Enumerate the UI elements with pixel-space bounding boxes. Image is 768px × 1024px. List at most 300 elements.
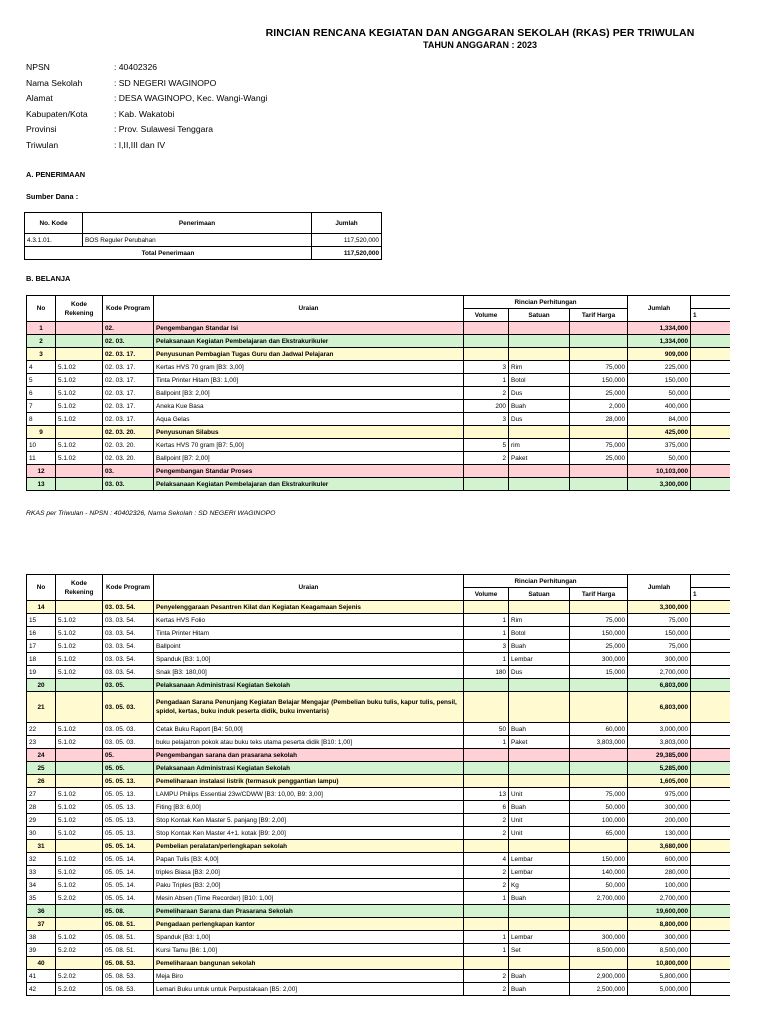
row-jumlah: 29,385,000 — [628, 749, 691, 762]
row-satuan — [509, 905, 570, 918]
table-row — [27, 918, 767, 931]
row-jumlah: 600,000 — [628, 853, 691, 866]
row-tarif — [570, 601, 628, 614]
row-satuan: Rim — [509, 614, 570, 627]
row-uraian: Spanduk [B3: 1,00] — [154, 931, 464, 944]
row-no: 4 — [27, 361, 56, 374]
table-row — [27, 387, 767, 400]
row-jumlah: 75,000 — [628, 614, 691, 627]
row-uraian: Pengembangan Standar Isi — [154, 322, 464, 335]
row-kode-rekening: 5.1.02 — [56, 723, 103, 736]
row-kode-program: 02. 03. — [103, 335, 154, 348]
row-kode-program: 02. 03. 20. — [103, 426, 154, 439]
row-tarif: 140,000 — [570, 866, 628, 879]
identity-value: : 40402326 — [114, 62, 158, 72]
row-uraian: Kertas HVS 70 gram [B3: 3,00] — [154, 361, 464, 374]
table-row — [27, 762, 767, 775]
row-tarif — [570, 478, 628, 491]
row-tarif — [570, 905, 628, 918]
row-no: 27 — [27, 788, 56, 801]
row-jumlah: 50,000 — [628, 387, 691, 400]
row-no: 13 — [27, 478, 56, 491]
row-jumlah: 975,000 — [628, 788, 691, 801]
belanja-table-page1 — [26, 295, 767, 491]
row-tarif: 65,000 — [570, 827, 628, 840]
row-jumlah: 300,000 — [628, 931, 691, 944]
row-tarif — [570, 426, 628, 439]
row-volume: 1 — [464, 614, 509, 627]
table-row — [27, 335, 767, 348]
row-satuan: Buah — [509, 970, 570, 983]
row-no: 16 — [27, 627, 56, 640]
table-row — [27, 640, 767, 653]
row-tarif: 75,000 — [570, 361, 628, 374]
row-kode-program: 02. 03. 17. — [103, 387, 154, 400]
row-satuan: Unit — [509, 827, 570, 840]
row-satuan: rim — [509, 439, 570, 452]
row-jumlah: 5,285,000 — [628, 762, 691, 775]
row-uraian: Penyusunan Pembagian Tugas Guru dan Jadwal Pelajaran — [154, 348, 464, 361]
header-uraian: Uraian — [154, 296, 464, 322]
row-tarif: 75,000 — [570, 614, 628, 627]
row-kode-rekening: 5.1.02 — [56, 853, 103, 866]
row-satuan: Botol — [509, 374, 570, 387]
row-no: 12 — [27, 465, 56, 478]
penerimaan-kode: 4.3.1.01. — [25, 234, 83, 247]
row-kode-program: 02. 03. 17. — [103, 348, 154, 361]
row-kode-rekening — [56, 465, 103, 478]
row-tarif: 25,000 — [570, 387, 628, 400]
row-kode-program: 05. 05. 14. — [103, 853, 154, 866]
row-no: 20 — [27, 679, 56, 692]
header-tarif: Tarif Harga — [570, 588, 628, 601]
row-uraian: Ballpoint [B7: 2,00] — [154, 452, 464, 465]
row-kode-program: 05. 05. 14. — [103, 879, 154, 892]
row-volume — [464, 840, 509, 853]
table-row — [27, 892, 767, 905]
page-footer: RKAS per Triwulan - NPSN : 40402326, Nama Sekolah : SD NEGERI WAGINOPO — [26, 510, 276, 517]
row-uraian: Mesin Absen (Time Recorder) [B10: 1,00] — [154, 892, 464, 905]
table-row — [27, 361, 767, 374]
row-uraian: Snak [B3: 180,00] — [154, 666, 464, 679]
row-kode-program: 03. 03. 54. — [103, 614, 154, 627]
belanja-table-page2 — [26, 574, 767, 996]
row-kode-rekening — [56, 840, 103, 853]
row-volume: 6 — [464, 801, 509, 814]
row-uraian: buku pelajatron pokok atau buku teks utama peserta didik [B10: 1,00] — [154, 736, 464, 749]
row-jumlah: 2,700,000 — [628, 892, 691, 905]
identity-row — [26, 122, 213, 136]
row-jumlah: 150,000 — [628, 627, 691, 640]
row-uraian: Paku Triples [B3: 2,00] — [154, 879, 464, 892]
row-no: 25 — [27, 762, 56, 775]
row-kode-rekening: 5.2.02 — [56, 944, 103, 957]
identity-row — [26, 91, 267, 105]
row-satuan — [509, 322, 570, 335]
row-jumlah: 5,000,000 — [628, 983, 691, 996]
identity-row — [26, 60, 157, 74]
row-tarif: 150,000 — [570, 374, 628, 387]
row-volume: 2 — [464, 827, 509, 840]
row-no: 41 — [27, 970, 56, 983]
row-tarif: 50,000 — [570, 879, 628, 892]
row-jumlah: 300,000 — [628, 653, 691, 666]
row-uraian: Penyelenggaraan Pesantren Kilat dan Kegiatan Keagamaan Sejenis — [154, 601, 464, 614]
row-no: 3 — [27, 348, 56, 361]
row-kode-rekening: 5.1.02 — [56, 361, 103, 374]
row-kode-rekening — [56, 957, 103, 970]
row-kode-rekening — [56, 335, 103, 348]
identity-label: NPSN — [26, 62, 50, 72]
row-satuan: Set — [509, 944, 570, 957]
row-no: 22 — [27, 723, 56, 736]
identity-value: : DESA WAGINOPO, Kec. Wangi-Wangi — [114, 93, 268, 104]
row-no: 37 — [27, 918, 56, 931]
row-volume: 50 — [464, 723, 509, 736]
row-kode-program: 03. 05. 03. — [103, 692, 154, 723]
row-no: 7 — [27, 400, 56, 413]
row-uraian: Meja Biro — [154, 970, 464, 983]
identity-row — [26, 107, 174, 121]
row-kode-program: 05. 08. 53. — [103, 970, 154, 983]
row-kode-rekening: 5.1.02 — [56, 627, 103, 640]
row-kode-program: 03. 03. 54. — [103, 666, 154, 679]
row-kode-program: 05. 08. 53. — [103, 957, 154, 970]
row-tarif — [570, 679, 628, 692]
row-jumlah: 3,803,000 — [628, 736, 691, 749]
row-no: 19 — [27, 666, 56, 679]
row-tarif — [570, 749, 628, 762]
row-tarif — [570, 957, 628, 970]
row-tarif — [570, 775, 628, 788]
row-kode-program: 03. — [103, 465, 154, 478]
row-jumlah: 10,103,000 — [628, 465, 691, 478]
row-no: 23 — [27, 736, 56, 749]
row-kode-rekening: 5.1.02 — [56, 387, 103, 400]
identity-value: : I,II,III dan IV — [114, 140, 166, 150]
row-tarif — [570, 762, 628, 775]
row-satuan: Lembar — [509, 853, 570, 866]
row-tarif: 300,000 — [570, 931, 628, 944]
row-volume: 5 — [464, 439, 509, 452]
row-kode-rekening — [56, 679, 103, 692]
penerimaan-jumlah: 117,520,000 — [312, 234, 382, 247]
row-jumlah: 5,800,000 — [628, 970, 691, 983]
table-row — [27, 749, 767, 762]
table-row — [27, 853, 767, 866]
row-volume: 2 — [464, 452, 509, 465]
row-no: 18 — [27, 653, 56, 666]
row-kode-program: 02. 03. 17. — [103, 413, 154, 426]
row-no: 28 — [27, 801, 56, 814]
header-satuan: Satuan — [509, 309, 570, 322]
identity-row — [26, 76, 216, 90]
row-kode-program: 05. 05. 13. — [103, 801, 154, 814]
row-volume — [464, 905, 509, 918]
row-kode-program: 05. 05. 14. — [103, 892, 154, 905]
row-satuan — [509, 762, 570, 775]
row-uraian: Penyusunan Silabus — [154, 426, 464, 439]
row-jumlah: 75,000 — [628, 640, 691, 653]
row-satuan — [509, 749, 570, 762]
identity-row — [26, 138, 165, 152]
identity-value: : Kab. Wakatobi — [114, 108, 175, 119]
row-no: 5 — [27, 374, 56, 387]
row-uraian: LAMPU Philips Essential 23w/CDWW [B3: 10,00, B9: 3,00] — [154, 788, 464, 801]
row-no: 30 — [27, 827, 56, 840]
row-satuan — [509, 348, 570, 361]
row-kode-program: 03. 05. 03. — [103, 723, 154, 736]
row-uraian: Pemeliharaan Sarana dan Prasarana Sekolah — [154, 905, 464, 918]
row-jumlah: 84,000 — [628, 413, 691, 426]
row-kode-rekening: 5.2.02 — [56, 892, 103, 905]
table-row — [27, 970, 767, 983]
row-no: 17 — [27, 640, 56, 653]
row-no: 36 — [27, 905, 56, 918]
row-no: 38 — [27, 931, 56, 944]
row-jumlah: 3,300,000 — [628, 478, 691, 491]
row-tarif: 8,500,000 — [570, 944, 628, 957]
table-row — [27, 666, 767, 679]
row-kode-rekening: 5.1.02 — [56, 879, 103, 892]
row-volume — [464, 918, 509, 931]
row-satuan: Lembar — [509, 931, 570, 944]
row-satuan: Kg — [509, 879, 570, 892]
row-kode-rekening: 5.1.02 — [56, 666, 103, 679]
row-satuan — [509, 679, 570, 692]
row-kode-rekening: 5.1.02 — [56, 788, 103, 801]
row-volume — [464, 348, 509, 361]
row-jumlah: 1,334,000 — [628, 322, 691, 335]
table-row — [27, 775, 767, 788]
row-jumlah: 200,000 — [628, 814, 691, 827]
row-tarif: 50,000 — [570, 801, 628, 814]
row-kode-rekening — [56, 322, 103, 335]
row-volume: 1 — [464, 653, 509, 666]
row-volume — [464, 478, 509, 491]
header-no: No — [27, 296, 56, 322]
row-tarif: 75,000 — [570, 788, 628, 801]
row-uraian: Pengembangan Standar Proses — [154, 465, 464, 478]
row-satuan — [509, 918, 570, 931]
table-row — [27, 653, 767, 666]
row-no: 31 — [27, 840, 56, 853]
sumber-dana-label: Sumber Dana : — [26, 192, 79, 201]
row-tarif — [570, 335, 628, 348]
header-triwulan-1: 1 — [691, 588, 767, 601]
table-row — [27, 478, 767, 491]
table-row — [27, 614, 767, 627]
row-kode-rekening — [56, 601, 103, 614]
row-kode-program: 05. 08. 53. — [103, 983, 154, 996]
table-row — [27, 413, 767, 426]
row-uraian: Pembelian peralatan/perlengkapan sekolah — [154, 840, 464, 853]
row-satuan: Dus — [509, 666, 570, 679]
row-jumlah: 909,000 — [628, 348, 691, 361]
row-satuan: Paket — [509, 452, 570, 465]
penerimaan-header-jumlah: Jumlah — [312, 213, 382, 234]
section-a-heading: A. PENERIMAAN — [26, 170, 86, 179]
row-uraian: Spanduk [B3: 1,00] — [154, 653, 464, 666]
row-volume — [464, 679, 509, 692]
row-volume: 180 — [464, 666, 509, 679]
row-volume: 2 — [464, 983, 509, 996]
table-row — [27, 627, 767, 640]
table-row — [27, 322, 767, 335]
row-uraian: Ballpoint — [154, 640, 464, 653]
row-uraian: Lemari Buku untuk untuk Perpustakaan [B5: 2,00] — [154, 983, 464, 996]
table-row — [27, 957, 767, 970]
row-tarif — [570, 322, 628, 335]
row-kode-program: 05. 05. 13. — [103, 788, 154, 801]
row-satuan: Dus — [509, 413, 570, 426]
header-kode-rekening: Kode Rekening — [56, 575, 103, 601]
row-satuan: Unit — [509, 814, 570, 827]
identity-value: : Prov. Sulawesi Tenggara — [114, 124, 214, 135]
row-jumlah: 425,000 — [628, 426, 691, 439]
row-tarif: 150,000 — [570, 853, 628, 866]
row-tarif: 150,000 — [570, 627, 628, 640]
row-uraian: Tinta Printer Hitam — [154, 627, 464, 640]
row-kode-program: 05. 08. 51. — [103, 918, 154, 931]
row-jumlah: 100,000 — [628, 879, 691, 892]
row-volume: 1 — [464, 736, 509, 749]
row-uraian: Tinta Printer Hitam [B3: 1,00] — [154, 374, 464, 387]
row-jumlah: 1,605,000 — [628, 775, 691, 788]
row-tarif: 3,803,000 — [570, 736, 628, 749]
identity-label: Kabupaten/Kota — [26, 108, 88, 119]
row-kode-rekening: 5.1.02 — [56, 452, 103, 465]
row-kode-rekening: 5.1.02 — [56, 866, 103, 879]
row-satuan — [509, 692, 570, 723]
table-row — [27, 983, 767, 996]
row-no: 24 — [27, 749, 56, 762]
table-row — [27, 879, 767, 892]
row-uraian: Ballpoint [B3: 2,00] — [154, 387, 464, 400]
row-kode-rekening — [56, 426, 103, 439]
row-kode-program: 03. 05. 03. — [103, 736, 154, 749]
row-uraian: Papan Tulis [B3: 4,00] — [154, 853, 464, 866]
page-crop-edge — [730, 0, 768, 1024]
identity-label: Triwulan — [26, 140, 59, 150]
row-kode-rekening: 5.1.02 — [56, 653, 103, 666]
row-satuan — [509, 465, 570, 478]
row-satuan: Paket — [509, 736, 570, 749]
row-jumlah: 10,800,000 — [628, 957, 691, 970]
row-uraian: Pelaksanaan Administrasi Kegiatan Sekolah — [154, 762, 464, 775]
row-tarif: 25,000 — [570, 452, 628, 465]
row-jumlah: 300,000 — [628, 801, 691, 814]
row-volume: 1 — [464, 627, 509, 640]
row-volume: 2 — [464, 866, 509, 879]
row-volume: 4 — [464, 853, 509, 866]
row-volume: 3 — [464, 361, 509, 374]
row-kode-rekening: 5.1.02 — [56, 814, 103, 827]
row-jumlah: 280,000 — [628, 866, 691, 879]
row-kode-rekening: 5.1.02 — [56, 801, 103, 814]
header-kode-rekening: Kode Rekening — [56, 296, 103, 322]
penerimaan-header-name: Penerimaan — [83, 213, 312, 234]
page-subtitle: TAHUN ANGGARAN : 2023 — [422, 40, 537, 50]
table-row — [27, 944, 767, 957]
row-no: 21 — [27, 692, 56, 723]
row-tarif: 60,000 — [570, 723, 628, 736]
row-kode-rekening — [56, 918, 103, 931]
row-satuan — [509, 601, 570, 614]
row-volume — [464, 335, 509, 348]
row-tarif — [570, 348, 628, 361]
row-no: 33 — [27, 866, 56, 879]
penerimaan-table — [24, 212, 382, 260]
row-satuan: Rim — [509, 361, 570, 374]
row-kode-rekening — [56, 692, 103, 723]
table-row — [27, 452, 767, 465]
row-kode-program: 05. 08. 51. — [103, 944, 154, 957]
row-satuan: Unit — [509, 788, 570, 801]
row-jumlah: 6,803,000 — [628, 692, 691, 723]
row-no: 6 — [27, 387, 56, 400]
row-tarif — [570, 918, 628, 931]
row-no: 29 — [27, 814, 56, 827]
row-tarif: 28,000 — [570, 413, 628, 426]
row-kode-rekening — [56, 775, 103, 788]
row-kode-rekening: 5.2.02 — [56, 983, 103, 996]
row-kode-program: 02. 03. 17. — [103, 361, 154, 374]
row-satuan: Buah — [509, 801, 570, 814]
row-jumlah: 3,300,000 — [628, 601, 691, 614]
row-tarif: 2,000 — [570, 400, 628, 413]
row-kode-program: 05. — [103, 749, 154, 762]
row-jumlah: 8,500,000 — [628, 944, 691, 957]
row-uraian: Pengadaan perlengkapan kantor — [154, 918, 464, 931]
row-satuan: Buah — [509, 400, 570, 413]
row-volume: 2 — [464, 879, 509, 892]
row-uraian: triples Biasa [B3: 2,00] — [154, 866, 464, 879]
row-uraian: Pemeliharaan bangunan sekolah — [154, 957, 464, 970]
row-tarif: 2,500,000 — [570, 983, 628, 996]
row-no: 14 — [27, 601, 56, 614]
row-jumlah: 3,000,000 — [628, 723, 691, 736]
row-kode-rekening: 5.1.02 — [56, 736, 103, 749]
row-kode-rekening: 5.1.02 — [56, 413, 103, 426]
row-kode-program: 03. 03. 54. — [103, 640, 154, 653]
table-row — [27, 736, 767, 749]
table-row — [27, 426, 767, 439]
row-kode-program: 03. 05. — [103, 679, 154, 692]
header-rincian: Rincian Perhitungan — [464, 296, 628, 309]
identity-label: Nama Sekolah — [26, 77, 83, 88]
row-volume: 13 — [464, 788, 509, 801]
row-no: 15 — [27, 614, 56, 627]
row-jumlah: 8,800,000 — [628, 918, 691, 931]
row-uraian: Cetak Buku Raport [B4: 50,00] — [154, 723, 464, 736]
row-kode-rekening: 5.1.02 — [56, 931, 103, 944]
header-kode-program: Kode Program — [103, 296, 154, 322]
row-volume — [464, 749, 509, 762]
row-volume — [464, 322, 509, 335]
row-volume: 2 — [464, 387, 509, 400]
table-row — [27, 827, 767, 840]
row-volume: 2 — [464, 970, 509, 983]
row-no: 39 — [27, 944, 56, 957]
row-kode-rekening: 5.1.02 — [56, 827, 103, 840]
row-no: 9 — [27, 426, 56, 439]
header-jumlah: Jumlah — [628, 575, 691, 601]
page-title: RINCIAN RENCANA KEGIATAN DAN ANGGARAN SEKOLAH (RKAS) PER TRIWULAN — [265, 27, 695, 39]
row-jumlah: 2,700,000 — [628, 666, 691, 679]
table-row — [27, 439, 767, 452]
row-kode-rekening: 5.1.02 — [56, 400, 103, 413]
